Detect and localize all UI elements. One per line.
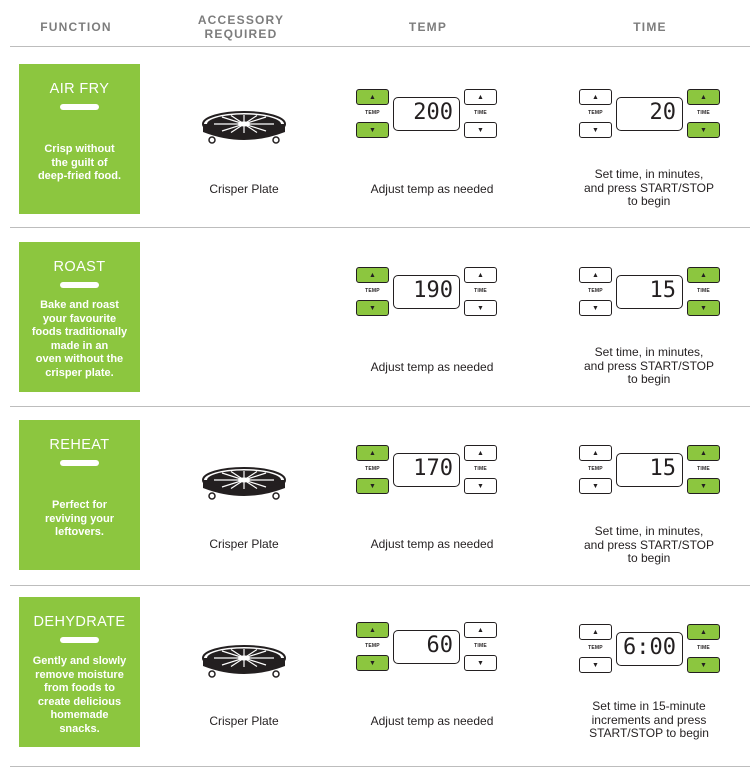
time-note-line: Set time, in minutes,: [594, 167, 704, 181]
table-row-roast: [0, 228, 750, 406]
header-time: TIME: [633, 20, 667, 34]
temp-down-button[interactable]: ▼: [356, 478, 389, 494]
description-line: your favourite: [42, 312, 117, 325]
temp-mini-label: TEMP: [365, 643, 380, 649]
temp-note: Adjust temp as needed: [370, 714, 494, 728]
time-control-panel: [579, 624, 720, 676]
time-note: [574, 346, 724, 387]
time-down-button[interactable]: ▼: [464, 122, 497, 138]
header-accessory-line1: ACCESSORY: [197, 13, 285, 27]
accessory-label: Crisper Plate: [209, 537, 279, 551]
time-down-button[interactable]: ▼: [464, 300, 497, 316]
temp-up-button[interactable]: ▲: [356, 267, 389, 283]
header-accessory: [186, 13, 296, 41]
temp-control-panel: [356, 267, 497, 319]
temp-up-button[interactable]: ▲: [356, 89, 389, 105]
function-description: [21, 143, 138, 184]
temp-note: Adjust temp as needed: [370, 360, 494, 374]
table-row-air-fry: [0, 47, 750, 227]
temp-down-button[interactable]: ▼: [579, 122, 612, 138]
function-bar: [60, 104, 99, 110]
time-note-line: and press START/STOP: [583, 358, 715, 373]
description-line: homemade: [50, 709, 109, 721]
temp-mini-label: TEMP: [365, 110, 380, 116]
temp-down-button[interactable]: ▼: [356, 122, 389, 138]
table-header: [0, 0, 750, 46]
description-line: leftovers.: [55, 526, 104, 538]
time-note: [574, 168, 724, 209]
time-mini-label: TIME: [697, 466, 710, 472]
function-card: [19, 597, 140, 747]
temp-up-button[interactable]: ▲: [579, 267, 612, 283]
time-down-button[interactable]: ▼: [687, 300, 720, 316]
temp-mini-label: TEMP: [588, 645, 603, 651]
temp-display: 200: [393, 97, 460, 131]
temp-down-button[interactable]: ▼: [356, 655, 389, 671]
time-up-button[interactable]: ▲: [687, 89, 720, 105]
description-line: deep-fried food.: [37, 170, 122, 182]
temp-control-panel: [356, 89, 497, 141]
description-line: foods traditionally: [31, 326, 128, 338]
temp-down-button[interactable]: ▼: [579, 300, 612, 316]
time-up-button[interactable]: ▲: [687, 267, 720, 283]
function-card: [19, 242, 140, 392]
description-line: Perfect for: [51, 499, 108, 511]
description-line: remove moisture: [35, 668, 124, 681]
divider: [10, 766, 750, 767]
time-mini-label: TIME: [697, 288, 710, 294]
time-mini-label: TIME: [474, 288, 487, 294]
time-up-button[interactable]: ▲: [464, 267, 497, 283]
table-row-reheat: [0, 407, 750, 585]
function-title: DEHYDRATE: [33, 614, 126, 630]
temp-display: 60: [393, 630, 460, 664]
crisper-plate-icon: [200, 102, 288, 152]
crisper-plate-icon: [200, 636, 288, 686]
crisper-plate-icon: [200, 458, 288, 508]
function-title: REHEAT: [49, 437, 110, 453]
time-note-line: Set time in 15-minute: [592, 699, 706, 713]
time-display: 20: [616, 97, 683, 131]
time-up-button[interactable]: ▲: [687, 445, 720, 461]
function-title: ROAST: [53, 259, 106, 275]
accessory-label: Crisper Plate: [209, 714, 279, 728]
time-down-button[interactable]: ▼: [464, 655, 497, 671]
function-bar: [60, 282, 99, 288]
description-line: create delicious: [37, 695, 122, 708]
time-note-line: to begin: [627, 194, 671, 208]
header-function: FUNCTION: [40, 20, 112, 34]
temp-up-button[interactable]: ▲: [579, 624, 612, 640]
function-bar: [60, 637, 99, 643]
time-note-line: Set time, in minutes,: [594, 524, 704, 538]
temp-mini-label: TEMP: [588, 288, 603, 294]
time-control-panel: [579, 445, 720, 497]
temp-display: 170: [393, 453, 460, 487]
time-note-line: and press START/STOP: [583, 180, 715, 195]
description-line: reviving your: [44, 512, 115, 525]
function-title: AIR FRY: [49, 81, 110, 97]
temp-control-panel: [356, 622, 497, 674]
temp-mini-label: TEMP: [588, 110, 603, 116]
time-note-line: Set time, in minutes,: [594, 345, 704, 359]
description-line: snacks.: [59, 722, 100, 735]
temp-up-button[interactable]: ▲: [356, 445, 389, 461]
table-row-dehydrate: [0, 586, 750, 766]
temp-up-button[interactable]: ▲: [356, 622, 389, 638]
time-mini-label: TIME: [474, 643, 487, 649]
time-up-button[interactable]: ▲: [464, 445, 497, 461]
accessory-label: Crisper Plate: [209, 182, 279, 196]
temp-note: Adjust temp as needed: [370, 537, 494, 551]
function-card: [19, 64, 140, 214]
description-line: oven without the: [35, 353, 124, 365]
function-description: [21, 655, 138, 736]
time-mini-label: TIME: [697, 110, 710, 116]
time-display: 15: [616, 275, 683, 309]
time-mini-label: TIME: [474, 110, 487, 116]
time-note-line: START/STOP to begin: [589, 726, 709, 740]
time-control-panel: [579, 267, 720, 319]
time-note-line: and press START/STOP: [583, 537, 715, 552]
description-line: Gently and slowly: [32, 655, 127, 667]
time-control-panel: [579, 89, 720, 141]
temp-down-button[interactable]: ▼: [356, 300, 389, 316]
temp-note: Adjust temp as needed: [370, 182, 494, 196]
time-mini-label: TIME: [697, 645, 710, 651]
temp-down-button[interactable]: ▼: [579, 657, 612, 673]
time-note: [574, 700, 724, 741]
temp-up-button[interactable]: ▲: [579, 89, 612, 105]
temp-up-button[interactable]: ▲: [579, 445, 612, 461]
description-line: Bake and roast: [40, 299, 119, 311]
time-up-button[interactable]: ▲: [687, 624, 720, 640]
description-line: the guilt of: [51, 156, 108, 169]
time-note-line: increments and press: [591, 712, 707, 727]
temp-display: 190: [393, 275, 460, 309]
time-down-button[interactable]: ▼: [464, 478, 497, 494]
description-line: made in an: [50, 339, 109, 352]
description-line: Crisp without: [44, 143, 115, 155]
time-display: 6:00: [616, 632, 683, 666]
temp-mini-label: TEMP: [588, 466, 603, 472]
time-up-button[interactable]: ▲: [464, 89, 497, 105]
function-bar: [60, 460, 99, 466]
temp-down-button[interactable]: ▼: [579, 478, 612, 494]
function-description: [21, 299, 138, 380]
time-display: 15: [616, 453, 683, 487]
time-down-button[interactable]: ▼: [687, 657, 720, 673]
temp-mini-label: TEMP: [365, 466, 380, 472]
time-note: [574, 525, 724, 566]
header-temp: TEMP: [408, 20, 448, 34]
function-card: [19, 420, 140, 570]
time-up-button[interactable]: ▲: [464, 622, 497, 638]
function-description: [21, 499, 138, 540]
time-down-button[interactable]: ▼: [687, 122, 720, 138]
description-line: crisper plate.: [45, 366, 114, 379]
temp-control-panel: [356, 445, 497, 497]
time-mini-label: TIME: [474, 466, 487, 472]
time-note-line: to begin: [627, 551, 671, 565]
temp-mini-label: TEMP: [365, 288, 380, 294]
time-note-line: to begin: [627, 372, 671, 386]
description-line: from foods to: [44, 682, 115, 694]
time-down-button[interactable]: ▼: [687, 478, 720, 494]
header-accessory-line2: REQUIRED: [204, 27, 278, 41]
